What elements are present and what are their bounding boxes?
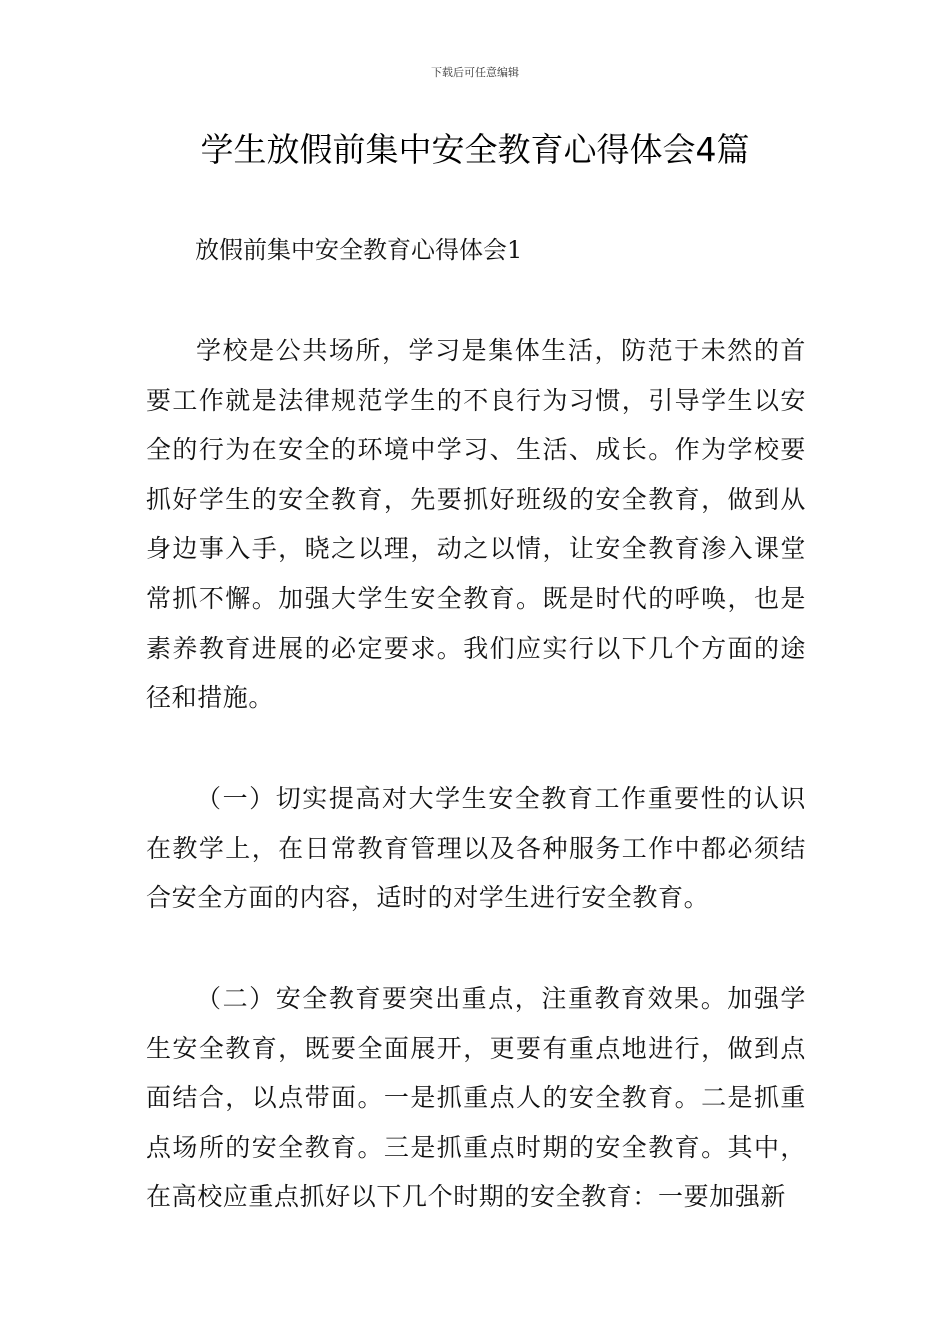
- body-paragraph-3: （二）安全教育要突出重点，注重教育效果。加强学生安全教育，既要全面展开，更要有重点地进行，做到点面结合，以点带面。一是抓重点人的安全教育。二是抓重点场所的安全教育。三是抓重点时期的安全教育。其中，在高校应重点抓好以下几个时期的安全教育：一要加强新: [146, 984, 806, 1212]
- body-paragraph-2: （一）切实提高对大学生安全教育工作重要性的认识在教学上，在日常教育管理以及各种服务工作中都必须结合安全方面的内容，适时的对学生进行安全教育。: [146, 784, 806, 913]
- header-note: 下载后可任意编辑: [431, 66, 519, 79]
- document-title: 学生放假前集中安全教育心得体会4篇: [200, 130, 750, 169]
- section-subtitle: 放假前集中安全教育心得体会1: [195, 236, 523, 264]
- body-paragraph-1: 学校是公共场所，学习是集体生活，防范于未然的首要工作就是法律规范学生的不良行为习惯，引导学生以安全的行为在安全的环境中学习、生活、成长。作为学校要抓好学生的安全教育，先要抓好班级的安全教育，做到从身边事入手，晓之以理，动之以情，让安全教育渗入课堂常抓不懈。加强大学生安全教育。既是时代的呼唤，也是素养教育进展的必定要求。我们应实行以下几个方面的途径和措施。: [146, 336, 806, 713]
